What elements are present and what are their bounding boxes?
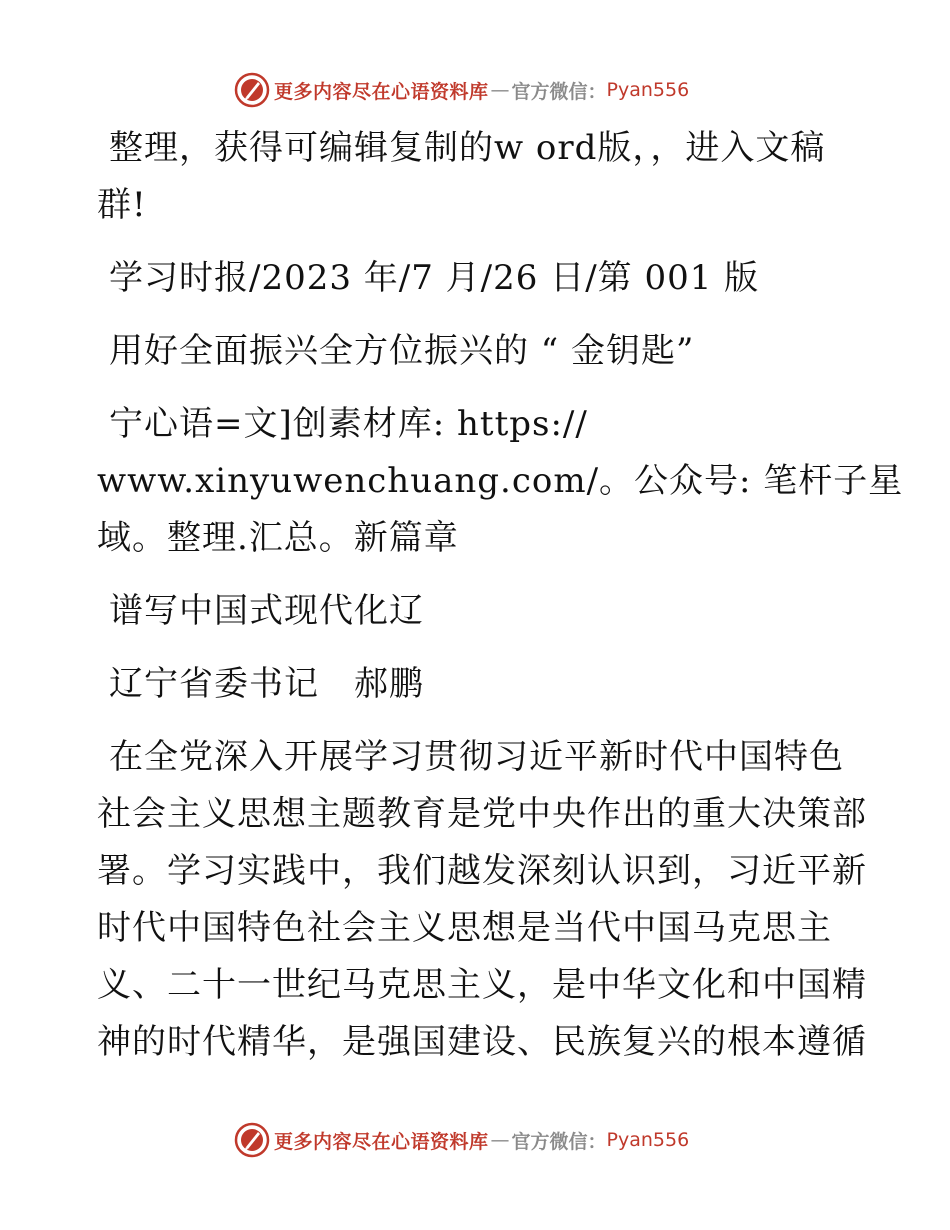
banner-wechat-id: Pyan556 — [606, 79, 690, 101]
document-body — [97, 120, 904, 1071]
body-line: 署。学习实践中，我们越发深刻认识到，习近平新 — [97, 851, 867, 891]
header-banner — [234, 70, 689, 110]
source-line: 学习时报/2023 年/7 月/26 日/第 001 版 — [109, 258, 760, 298]
footer-banner — [234, 1120, 689, 1160]
author-line: 辽宁省委书记 郝鹏 — [109, 664, 424, 704]
ad-line: 域。整理.汇总。新篇章 — [97, 518, 459, 558]
body-line: 时代中国特色社会主义思想是当代中国马克思主 — [97, 908, 832, 948]
pen-logo-icon — [234, 72, 270, 108]
banner-dash: — — [490, 1129, 510, 1151]
body-line: 神的时代精华，是强国建设、民族复兴的根本遵循 — [97, 1022, 867, 1062]
ad-line: 宁心语=文]创素材库: https:// — [109, 404, 588, 444]
body-line: 社会主义思想主题教育是党中央作出的重大决策部 — [97, 794, 867, 834]
article-subtitle: 谱写中国式现代化辽 — [109, 591, 424, 631]
banner-wechat-id: Pyan556 — [606, 1129, 690, 1151]
banner-wechat-label: 官方微信： — [511, 80, 607, 103]
pen-logo-icon — [234, 1122, 270, 1158]
banner-wechat-label: 官方微信： — [511, 1130, 607, 1153]
banner-dash: — — [490, 79, 510, 101]
ad-line: www.xinyuwenchuang.com/。公众号: 笔杆子星 — [97, 461, 904, 501]
banner-promo-text: 更多内容尽在心语资料库 — [274, 80, 489, 103]
body-line: 义、二十一世纪马克思主义，是中华文化和中国精 — [97, 965, 867, 1005]
intro-line: 群! — [97, 185, 147, 225]
article-headline: 用好全面振兴全方位振兴的 “ 金钥匙” — [109, 331, 695, 371]
banner-promo-text: 更多内容尽在心语资料库 — [274, 1130, 489, 1153]
intro-line: 整理，获得可编辑复制的w ord版，，进入文稿 — [109, 128, 826, 168]
body-line: 在全党深入开展学习贯彻习近平新时代中国特色 — [109, 737, 844, 777]
